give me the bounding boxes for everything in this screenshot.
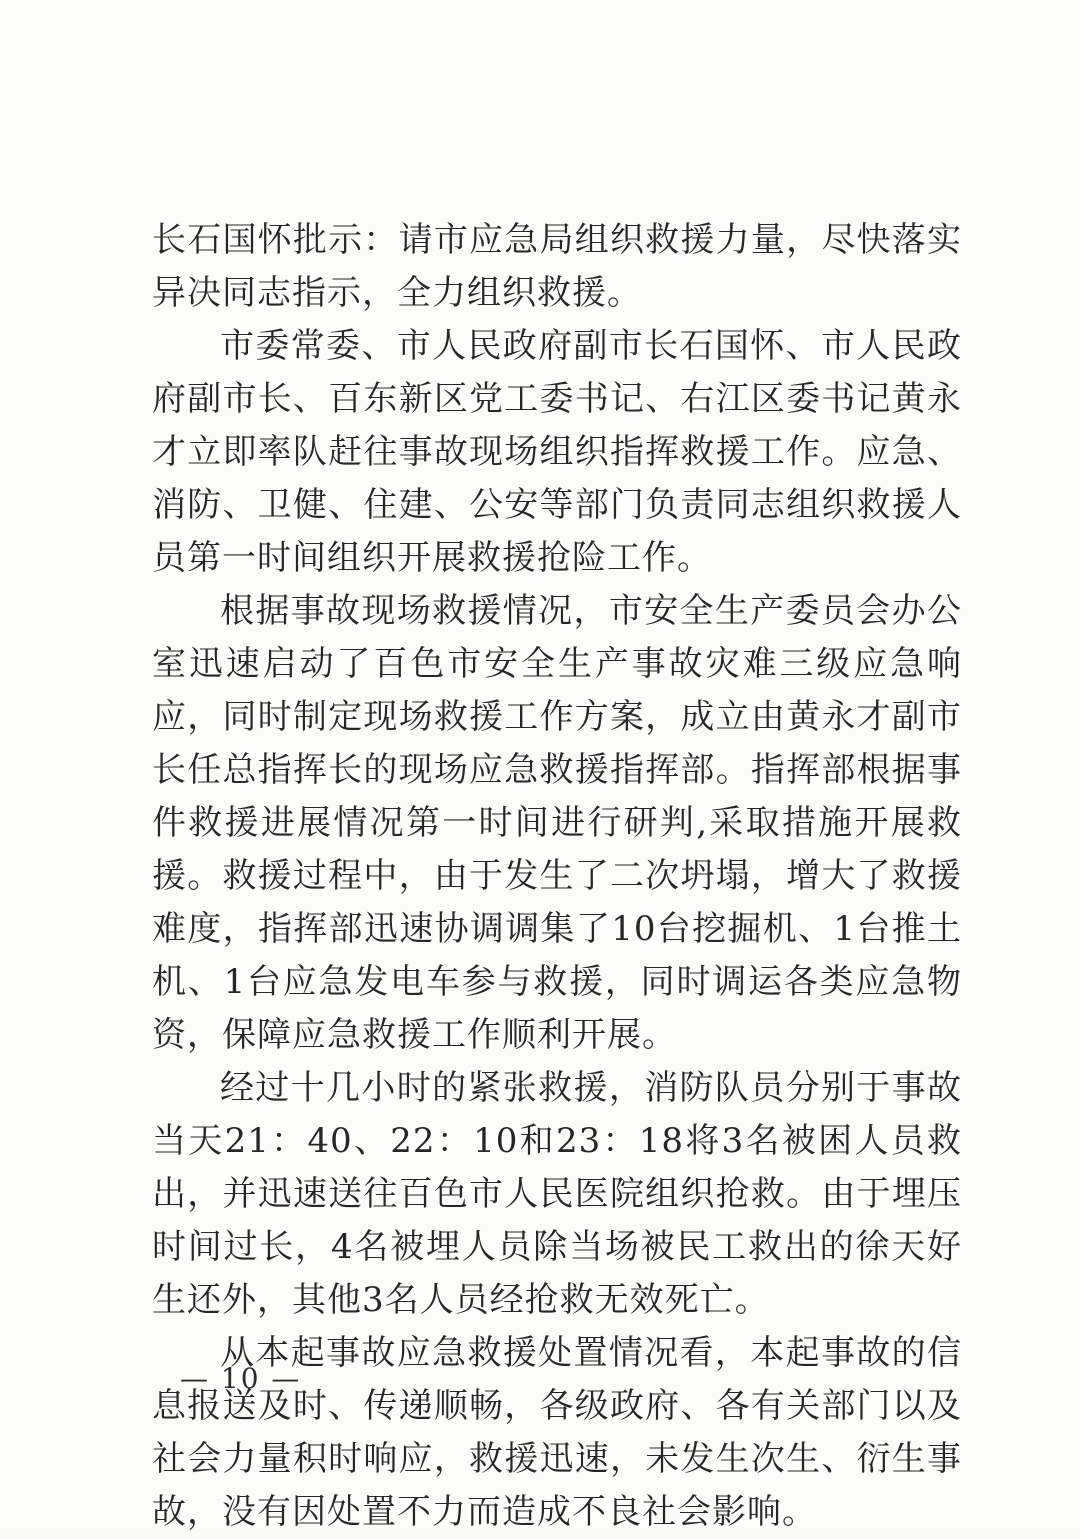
paragraph-assessment: 从本起事故应急救援处置情况看，本起事故的信息报送及时、传递顺畅，各级政府、各有关部门以及社会力量积时响应，救援迅速，未发生次生、衍生事故，没有因处置不力而造成不良社会影响。: [152, 1333, 962, 1532]
paragraph-rescue-result: 经过十几小时的紧张救援，消防队员分别于事故当天21：40、22：10和23：18将3名被困人员救出，并迅速送往百色市人民医院组织抢救。由于埋压时间过长，4名被埋人员除当场被民工救出的徐天好生还外，其他3名人员经抢救无效死亡。: [152, 1068, 962, 1320]
paragraph-continuation: 长石国怀批示：请市应急局组织救援力量，尽快落实异决同志指示，全力组织救援。: [152, 220, 962, 313]
body-text: [152, 214, 962, 1539]
page-number: — 10 —: [180, 1362, 302, 1395]
paragraph-emergency-response: 根据事故现场救援情况，市安全生产委员会办公室迅速启动了百色市安全生产事故灾难三级应急响应，同时制定现场救援工作方案，成立由黄永才副市长任总指挥长的现场应急救援指挥部。指挥部根据事件救援进展情况第一时间进行研判,采取措施开展救援。救援过程中，由于发生了二次坍塌，增大了救援难度，指挥部迅速协调调集了10台挖掘机、1台推土机、1台应急发电车参与救援，同时调运各类应急物资，保障应急救援工作顺利开展。: [152, 591, 962, 1055]
paragraph-leaders-dispatch: 市委常委、市人民政府副市长石国怀、市人民政府副市长、百东新区党工委书记、右江区委书记黄永才立即率队赶往事故现场组织指挥救援工作。应急、消防、卫健、住建、公安等部门负责同志组织救援人员第一时间组织开展救援抢险工作。: [152, 326, 962, 578]
